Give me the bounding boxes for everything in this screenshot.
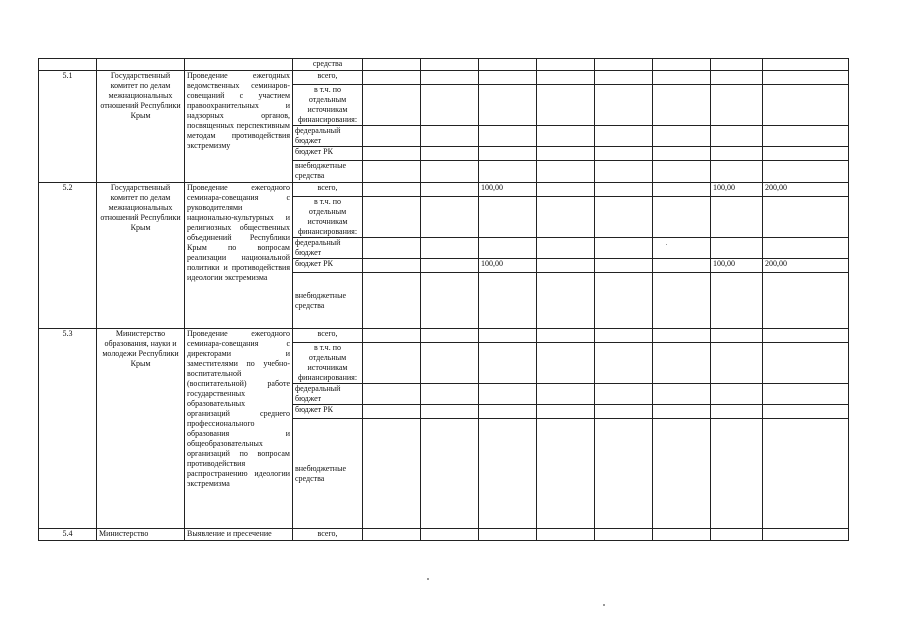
executor-cell: Министерство xyxy=(97,529,185,541)
program-activities-table xyxy=(38,58,849,541)
source-rk: бюджет РК xyxy=(293,147,363,161)
row-number: 5.3 xyxy=(39,329,97,529)
source-federal: федеральный бюджет xyxy=(293,238,363,259)
value-rk-2016: 100,00 xyxy=(479,259,537,273)
scan-speck xyxy=(603,604,605,606)
continuation-row xyxy=(39,59,849,71)
table-row xyxy=(39,329,849,343)
source-total: всего, xyxy=(293,329,363,343)
value-total-year: 100,00 xyxy=(711,183,763,197)
source-offbudget: внебюджетные средства xyxy=(293,161,363,183)
source-rk: бюджет РК xyxy=(293,405,363,419)
source-rk: бюджет РК xyxy=(293,259,363,273)
executor-cell: Государственный комитет по делам межнациональных отношений Республики Крым xyxy=(97,71,185,183)
value-total-2016: 100,00 xyxy=(479,183,537,197)
executor-cell: Государственный комитет по делам межнациональных отношений Республики Крым xyxy=(97,183,185,329)
source-offbudget-cont: средства xyxy=(293,59,363,71)
source-total: всего, xyxy=(293,183,363,197)
event-cell: Проведение ежегодного семинара-совещания с директорами и заместителями по учебно-воспитательной (воспитательной) работе государственных образовательных организаций среднего профессионального образования и общеобразовательных организаций по вопросам противодействия распространению идеологии экстремизма xyxy=(185,329,293,529)
source-including: в т.ч. по отдельным источникам финансирования: xyxy=(293,85,363,126)
event-cell: Проведение ежегодного семинара-совещания с руководителями национально-культурных и религиозных общественных объединений Республики Крым по вопросам реализации национальной политики и противодействия идеологии экстремизма xyxy=(185,183,293,329)
row-number: 5.4 xyxy=(39,529,97,541)
source-including: в т.ч. по отдельным источникам финансирования: xyxy=(293,343,363,384)
executor-cell: Министерство образования, науки и молодежи Республики Крым xyxy=(97,329,185,529)
source-offbudget: внебюджетные средства xyxy=(293,419,363,529)
source-total: всего, xyxy=(293,529,363,541)
table-row xyxy=(39,71,849,85)
source-federal: федеральный бюджет xyxy=(293,126,363,147)
row-number: 5.1 xyxy=(39,71,97,183)
table-row xyxy=(39,183,849,197)
source-including: в т.ч. по отдельным источникам финансирования: xyxy=(293,197,363,238)
value-total-sum: 200,00 xyxy=(763,183,849,197)
source-offbudget: внебюджетные средства xyxy=(293,273,363,329)
source-total: всего, xyxy=(293,71,363,85)
row-number: 5.2 xyxy=(39,183,97,329)
event-cell: Выявление и пресечение xyxy=(185,529,293,541)
scan-speck xyxy=(427,578,429,580)
event-cell: Проведение ежегодных ведомственных семинаров-совещаний с участием правоохранительных и надзорных органов, посвященных перспективным методам противодействия экстремизму xyxy=(185,71,293,183)
value-rk-sum: 200,00 xyxy=(763,259,849,273)
scan-speck xyxy=(666,244,667,245)
table-row xyxy=(39,529,849,541)
source-federal: федеральный бюджет xyxy=(293,384,363,405)
value-rk-year: 100,00 xyxy=(711,259,763,273)
